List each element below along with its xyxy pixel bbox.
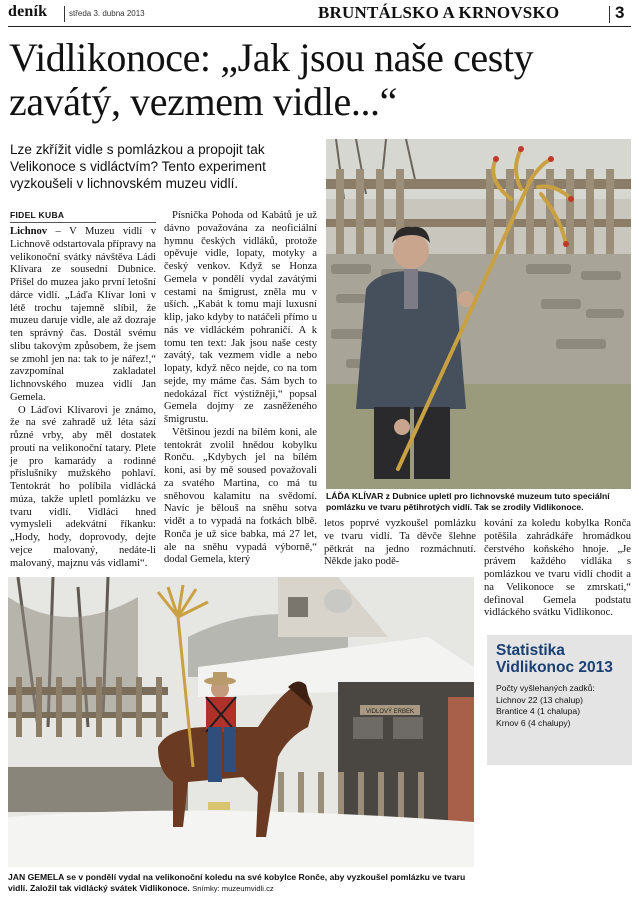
photo-klivar xyxy=(326,139,631,489)
paragraph: O Láďovi Klívarovi je známo, že na své zahradě už léta sází různé vrby, aby měl dostatek proutí na velikonoční tatary. Plete je pro kamarády a rodinné příslušníky mužského pohlaví. Tentokrát ho políbila vidlácká múza, takže upletl pomlázku ve tvaru vidlí. Vidláci hned vymysleli adekvátní říkanku: „Hody, hody, doprovody, dejte vejce malovaný, nedáte-li malovaný, majznu vás vidlami“. xyxy=(10,404,156,569)
stats-subtitle: Počty vyšlehaných zadků: xyxy=(496,683,595,693)
paragraph: kování za koledu kobylka Ronča potěšila zahrádkáře hromádkou čerstvého koňského hnoje. „Je právem každého vidláka s pomlázkou ve tvaru vidlí chodit a na Velikonoce se zmrskati,“ definoval Gemela podstatu vidláckého svátku Vidlikonoc. xyxy=(484,518,631,619)
article-column-1 xyxy=(10,226,156,570)
paragraph: Písnička Pohoda od Kabátů je už dávno považována za neoficiální hymnu českých vidláků, protože opěvuje vidle, lopaty, motyky a český venkov. Když se Honza Gemela v pondělí vydal zavátými cestami na šmigrust, zněla mu v uších. „Kabát k tomu mají luxusní klip, jako kdyby to natáčeli přímo u nás ve vidláckém pohraničí. A k tomu ten text: Jak jsou naše cesty zavátý, tak vezmem vidle a nebo lopaty, když něco nejde, co na tom sejde, my máme čas. Sám bych to nedokázal říct výstižněji,“ popsal Gemela dojmy ze zasněženého šmigrustu. xyxy=(164,210,317,425)
caption-text: LÁĎA KLÍVAR z Dubnice upletl pro lichnovské muzeum tuto speciální pomlázku ve tvaru pětihrotých vidlí. Tak se zrodily Vidlikonoce. xyxy=(326,491,610,512)
section-title: BRUNTÁLSKO A KRNOVSKO xyxy=(318,3,560,22)
stats-item: Lichnov 22 (13 chalup) xyxy=(496,694,583,705)
stats-item: Brantice 4 (1 chalupa) xyxy=(496,706,581,716)
caption-text: JAN GEMELA se v pondělí vydal na velikonoční koledu na své kobylce Ronče, aby vyzkoušel pomlázku ve tvaru vidlí. Založil tak vidlácký svátek Vidlikonoce. xyxy=(8,872,466,893)
stats-title: Statistika Vidlikonoc 2013 xyxy=(496,642,613,676)
byline-rule xyxy=(10,222,156,223)
stats-list xyxy=(496,683,626,729)
photo-klivar-image xyxy=(326,139,631,489)
header-divider xyxy=(64,6,65,22)
paragraph: letos poprvé vyzkoušel pomlázku ve tvaru vidlí. Ta děvče šlehne pětkrát na jedno rozmáchnutí. Někde jako podě- xyxy=(324,518,476,568)
paragraph xyxy=(10,226,156,405)
dateline: Lichnov xyxy=(10,226,48,237)
article-headline: Vidlikonoce: „Jak jsou naše cesty zavátý, vezmem vidle...“ xyxy=(9,35,534,124)
stats-item: Krnov 6 (4 chalupy) xyxy=(496,717,571,728)
article-column-4 xyxy=(484,518,631,620)
issue-date: středa 3. dubna 2013 xyxy=(69,9,145,18)
photo-caption xyxy=(8,872,474,894)
photo-credit: Snímky: muzeumvidli.cz xyxy=(192,884,274,893)
photo-gemela-image xyxy=(8,577,474,867)
article-lead: Lze zkřížit vidle s pomlázkou a propojit tak Velikonoce s vidláctvím? Tento experiment vyzkoušeli v lichnovském muzeu vidlí. xyxy=(10,142,266,191)
masthead-logo: deník xyxy=(8,3,48,20)
article-column-2 xyxy=(164,210,317,567)
header-rule xyxy=(8,26,631,27)
byline: FIDEL KUBA xyxy=(10,210,65,220)
article-column-3 xyxy=(324,518,476,569)
photo-gemela-horse xyxy=(8,577,474,867)
header-divider xyxy=(609,6,610,23)
photo-caption xyxy=(326,491,631,513)
sign-text: VIDLOVÝ ERBEK xyxy=(365,709,415,715)
paragraph-text: – V Muzeu vidlí v Lichnově odstartovala přípravy na velikonoční svátky návštěva Ládi Klívara ze sousední Dubnice. Přišel do muzea jako první letošní dárce vidlí. „Láďa Klívar loni v létě trochu tajemně slíbil, že muzeu daruje vidle, ale až dozraje ten správný čas. Dostál svému slibu takovým způsobem, že jsem se zmohl jen na: tak to je nářez!,“ zavzpomínal zakladatel lichnovského muzea vidlí Jan Gemela. xyxy=(10,226,156,403)
paragraph: Většinou jezdí na bílém koni, ale tentokrát zvolil hnědou kobylku Ronču. „Kdybych jel na bílém koni, asi by mě soused považovali za svatého Martina, co má tu sněhovou kalamitu na svědomí. Navíc je bělouš na sněhu sotva vidět a to vypadá na fotkách blbě. Ronča je už sice babka, má 27 let, ale na sněhu vypadá výborně,“ dodal Gemela, který xyxy=(164,426,317,566)
page-number: 3 xyxy=(615,3,625,22)
